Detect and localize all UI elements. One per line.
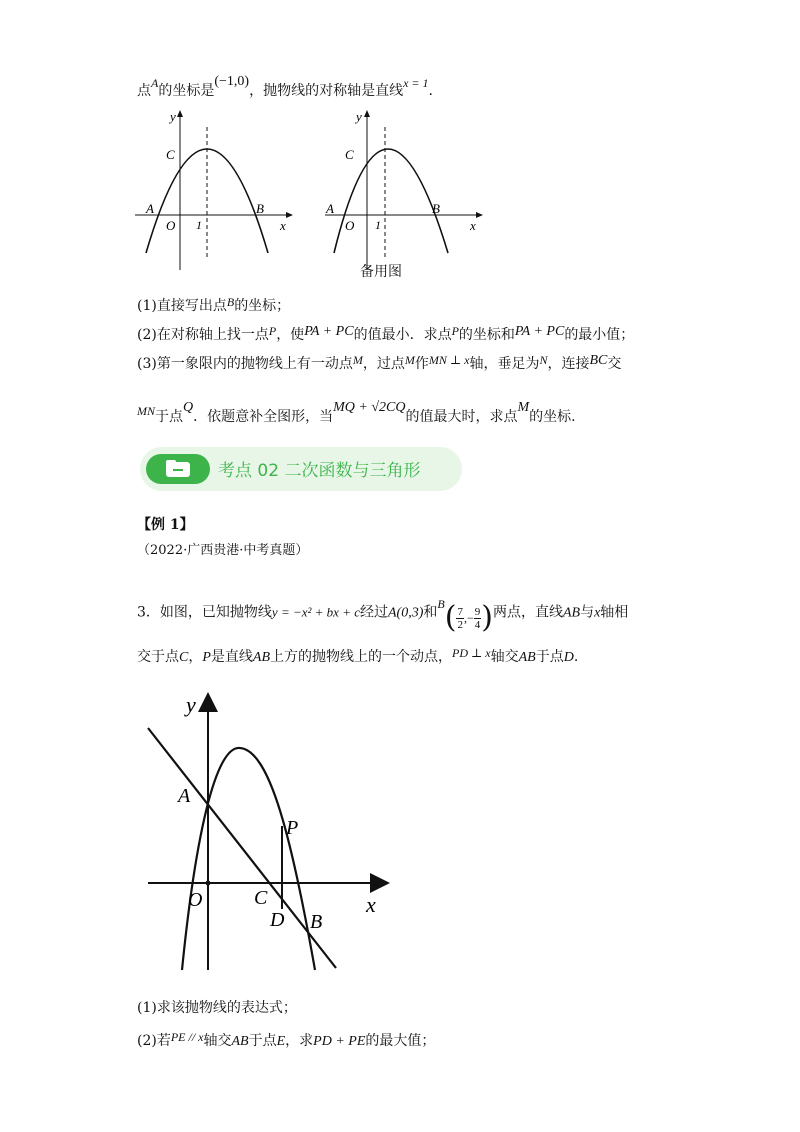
text: 轴相 bbox=[600, 604, 629, 621]
text: . bbox=[573, 649, 579, 665]
text: 于点 bbox=[535, 649, 564, 665]
text: (2)在对称轴上找一点 bbox=[137, 327, 269, 343]
label-c: C bbox=[166, 147, 175, 162]
numerator: 9 bbox=[474, 605, 481, 618]
fraction-7-2 bbox=[456, 606, 464, 631]
label-x: x bbox=[366, 892, 376, 917]
text: 的最大值； bbox=[365, 1033, 436, 1049]
text: 和 bbox=[423, 604, 438, 621]
text: 的坐标是 bbox=[158, 83, 215, 99]
label-b: B bbox=[256, 201, 264, 216]
text: ，求 bbox=[285, 1033, 314, 1049]
line-ab: AB bbox=[231, 1034, 249, 1049]
text: 3．如图，已知抛物线 bbox=[137, 604, 272, 621]
label-y: y bbox=[356, 109, 362, 124]
text: 两点，直线 bbox=[492, 604, 563, 621]
point-p: P bbox=[451, 324, 459, 338]
expr-mq-cq: MQ + √2CQ bbox=[333, 400, 406, 415]
segment-bc: BC bbox=[589, 353, 608, 368]
folder-icon bbox=[146, 454, 210, 484]
label-c: C bbox=[254, 887, 268, 909]
expr-pa-pc: PA + PC bbox=[304, 324, 354, 339]
expr-pe-parallel-x: PE // x bbox=[170, 1030, 204, 1044]
text: 的坐标； bbox=[234, 298, 291, 314]
text: ，过点 bbox=[362, 356, 405, 372]
point-q: Q bbox=[183, 400, 194, 415]
line-ab: AB bbox=[252, 650, 271, 665]
question-1 bbox=[137, 292, 290, 316]
point-d: D bbox=[563, 650, 574, 665]
intro-line bbox=[137, 72, 433, 101]
origin-dot bbox=[206, 881, 211, 886]
point-e: E bbox=[276, 1034, 286, 1049]
line-ab bbox=[148, 728, 336, 968]
text: 于点 bbox=[155, 409, 183, 425]
text: (3)第一象限内的抛物线上有一动点 bbox=[137, 356, 353, 372]
parabola-figure-2 bbox=[320, 105, 490, 280]
question-3 bbox=[137, 350, 621, 374]
text: 是直线 bbox=[210, 649, 253, 665]
text: 交 bbox=[607, 356, 622, 372]
section-banner bbox=[140, 447, 462, 491]
numerator: 7 bbox=[457, 605, 463, 618]
problem-3-line-2 bbox=[137, 643, 578, 668]
text: . bbox=[428, 83, 433, 99]
label-b: B bbox=[432, 201, 440, 216]
folder-badge bbox=[146, 454, 210, 484]
label-y: y bbox=[186, 692, 196, 717]
text: ，连接 bbox=[547, 356, 590, 372]
label-a: A bbox=[326, 201, 334, 216]
parabola-equation: y = −x² + bx + c bbox=[271, 604, 360, 620]
label-one: 1 bbox=[375, 218, 381, 232]
text: ， bbox=[188, 649, 203, 665]
point-a-coords: A(0,3) bbox=[388, 605, 424, 621]
text: ，使 bbox=[276, 327, 305, 343]
label-x: x bbox=[280, 218, 286, 233]
point-a-label: A bbox=[151, 76, 159, 90]
question-3-cont bbox=[137, 398, 576, 427]
label-o: O bbox=[166, 218, 176, 233]
example-source: （2022·广西贵港·中考真题） bbox=[137, 543, 309, 558]
expr-pa-pc: PA + PC bbox=[514, 324, 565, 339]
text: 的坐标和 bbox=[458, 327, 515, 343]
label-o: O bbox=[188, 889, 203, 911]
label-b: B bbox=[310, 911, 323, 933]
coord-a: (−1,0) bbox=[214, 74, 250, 89]
label-a: A bbox=[146, 201, 154, 216]
segment-mn: MN bbox=[137, 404, 155, 418]
point-b: B bbox=[226, 295, 235, 309]
label-x: x bbox=[470, 218, 476, 233]
parabola-curve bbox=[182, 748, 315, 970]
text: 作 bbox=[414, 356, 429, 372]
x-var: x bbox=[594, 605, 601, 621]
text: (1)直接写出点 bbox=[137, 298, 227, 314]
line-ab: AB bbox=[518, 650, 536, 665]
point-b-coords: B( $\frac{7}{2}$ ,− $\frac{9}{4}$ ) bbox=[437, 597, 493, 635]
text: 上方的抛物线上的一个动点， bbox=[270, 649, 453, 665]
label-one: 1 bbox=[196, 218, 202, 232]
point-m: M bbox=[404, 353, 415, 367]
text: 与 bbox=[580, 604, 595, 621]
label-y: y bbox=[170, 109, 176, 124]
text: 的值最小．求点 bbox=[353, 327, 452, 343]
example-label: 【例 1】 bbox=[137, 517, 194, 533]
question-2 bbox=[137, 321, 634, 345]
point-c: C bbox=[179, 650, 189, 665]
label-c: C bbox=[345, 147, 354, 162]
problem-3-line-1 bbox=[137, 594, 629, 635]
sub-question-1: (1)求该抛物线的表达式； bbox=[137, 1000, 297, 1016]
text: ．依题意补全图形，当 bbox=[193, 409, 334, 425]
point-m: M bbox=[352, 353, 363, 367]
point-n: N bbox=[539, 353, 548, 367]
text: 交于点 bbox=[137, 649, 179, 665]
text: 轴，垂足为 bbox=[469, 356, 540, 372]
text: ，抛物线的对称轴是直线 bbox=[249, 83, 404, 99]
label-o: O bbox=[345, 218, 355, 233]
label-a: A bbox=[178, 785, 191, 807]
figure-caption: 备用图 bbox=[360, 264, 402, 280]
text: 轴交 bbox=[203, 1033, 232, 1049]
text: 轴交 bbox=[490, 649, 519, 665]
expr-pd-pe: PD + PE bbox=[313, 1034, 366, 1049]
point-p: P bbox=[202, 650, 211, 665]
line-ab: AB bbox=[562, 605, 581, 621]
axis-equation: x = 1 bbox=[403, 76, 429, 90]
point-b: B bbox=[437, 597, 445, 611]
text: 于点 bbox=[248, 1033, 277, 1049]
section-title: 考点 02 二次函数与三角形 bbox=[218, 461, 421, 481]
denominator: 2 bbox=[457, 618, 463, 631]
text: 的最小值； bbox=[564, 327, 635, 343]
label-d: D bbox=[270, 909, 285, 931]
denominator: 4 bbox=[474, 618, 481, 631]
point-p: P bbox=[268, 324, 277, 338]
expr-pd-perp-x: PD ⊥ x bbox=[452, 646, 491, 660]
text: 的坐标. bbox=[529, 409, 576, 425]
text: 点 bbox=[137, 83, 151, 99]
text: 经过 bbox=[360, 604, 388, 621]
sub-question-2 bbox=[137, 1027, 435, 1052]
expr-mn-perp-x: MN ⊥ x bbox=[428, 353, 470, 367]
text: 的值最大时，求点 bbox=[405, 409, 518, 425]
label-p: P bbox=[286, 817, 299, 839]
minus-sign: − bbox=[466, 611, 474, 625]
parabola-figure-1 bbox=[130, 105, 300, 280]
text: (2)若 bbox=[137, 1033, 171, 1049]
parabola-curve bbox=[334, 149, 448, 253]
point-m: M bbox=[517, 400, 530, 415]
problem-3-figure bbox=[140, 690, 400, 980]
